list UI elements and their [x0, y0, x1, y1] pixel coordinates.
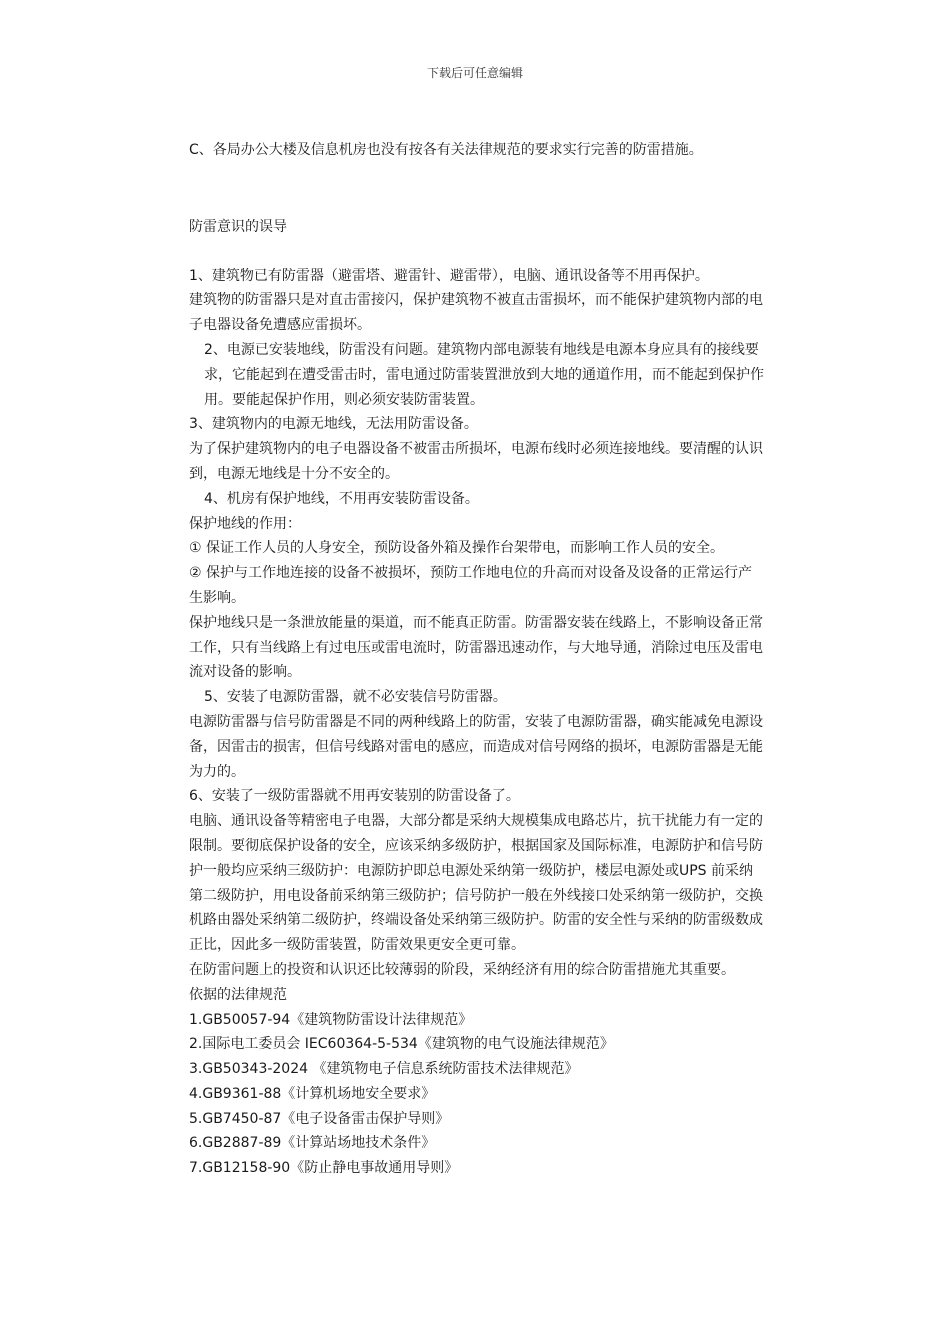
- reference-item: 1.GB50057-94《建筑物防雷设计法律规范》: [189, 1011, 473, 1028]
- page-header: 下载后可任意编辑: [426, 66, 523, 80]
- protective-ground-point-2: ② 保护与工作地连接的设备不被损坏，预防工作地电位的升高而对设备及设备的正常运行产生影响。: [189, 565, 752, 606]
- reference-item: 7.GB12158-90《防止静电事故通用导则》: [189, 1160, 459, 1177]
- item-c: C、各局办公大楼及信息机房也没有按各有关法律规范的要求实行完善的防雷措施。: [189, 142, 703, 158]
- reference-item: 4.GB9361-88《计算机场地安全要求》: [189, 1085, 436, 1102]
- references-title: 依据的法律规范: [189, 986, 287, 1003]
- section-title: 防雷意识的误导: [189, 218, 287, 235]
- reference-item: 3.GB50343-2024 《建筑物电子信息系统防雷技术法律规范》: [189, 1061, 579, 1078]
- misconception-5: 5、安装了电源防雷器，就不必安装信号防雷器。: [204, 689, 507, 706]
- misconception-4: 4、机房有保护地线，不用再安装防雷设备。: [204, 490, 479, 507]
- explanation-5: 电源防雷器与信号防雷器是不同的两种线路上的防雷，安装了电源防雷器，确实能减免电源设备，因雷击的损害，但信号线路对雷电的感应，而造成对信号网络的损坏，电源防雷器是无能为力的。: [189, 713, 763, 780]
- reference-item: 5.GB7450-87《电子设备雷击保护导则》: [189, 1110, 450, 1127]
- misconception-1: 1、建筑物已有防雷器（避雷塔、避雷针、避雷带），电脑、通讯设备等不用再保护。: [189, 267, 709, 284]
- protective-ground-heading: 保护地线的作用：: [189, 515, 301, 532]
- explanation-1: 建筑物的防雷器只是对直击雷接闪，保护建筑物不被直击雷损坏，而不能保护建筑物内部的电子电器设备免遭感应雷损坏。: [189, 292, 763, 334]
- misconception-2: 2、电源已安装地线，防雷没有问题。建筑物内部电源装有地线是电源本身应具有的接线要求，它能起到在遭受雷击时，雷电通过防雷装置泄放到大地的通道作用，而不能起到保护作用。要能起保护作用，则必须安装防雷装置。: [204, 341, 764, 408]
- explanation-4: 保护地线只是一条泄放能量的渠道，而不能真正防雷。防雷器安装在线路上，不影响设备正常工作，只有当线路上有过电压或雷电流时，防雷器迅速动作，与大地导通，消除过电压及雷电流对设备的影响。: [189, 614, 763, 681]
- misconception-3: 3、建筑物内的电源无地线，无法用防雷设备。: [189, 416, 478, 433]
- protective-ground-point-1: ① 保证工作人员的人身安全，预防设备外箱及操作台架带电，而影响工作人员的安全。: [189, 540, 724, 557]
- reference-item: 6.GB2887-89《计算站场地技术条件》: [189, 1135, 436, 1152]
- explanation-3: 为了保护建筑物内的电子电器设备不被雷击所损坏，电源布线时必须连接地线。要清醒的认识到，电源无地线是十分不安全的。: [189, 441, 763, 482]
- explanation-6: 电脑、通讯设备等精密电子电器，大部分都是采纳大规模集成电路芯片，抗干扰能力有一定的限制。要彻底保护设备的安全，应该采纳多级防护，根据国家及国际标准，电源防护和信号防护一般均应采纳三级防护：电源防护即总电源处采纳第一级防护，楼层电源处或UPS 前采纳第二级防护，用电设备前采纳第三级防护；信号防护一般在外线接口处采纳第一级防护，交换机路由器处采纳第二级防护，终端设备处采纳第三级防护。防雷的安全性与采纳的防雷级数成正比，因此多一级防雷装置，防雷效果更安全更可靠。: [189, 813, 763, 954]
- misconception-6: 6、安装了一级防雷器就不用再安装别的防雷设备了。: [189, 788, 520, 805]
- reference-item: 2.国际电工委员会 IEC60364-5-534《建筑物的电气设施法律规范》: [189, 1036, 614, 1053]
- document-body: [189, 138, 764, 1181]
- conclusion: 在防雷问题上的投资和认识还比较薄弱的阶段，采纳经济有用的综合防雷措施尤其重要。: [189, 961, 735, 978]
